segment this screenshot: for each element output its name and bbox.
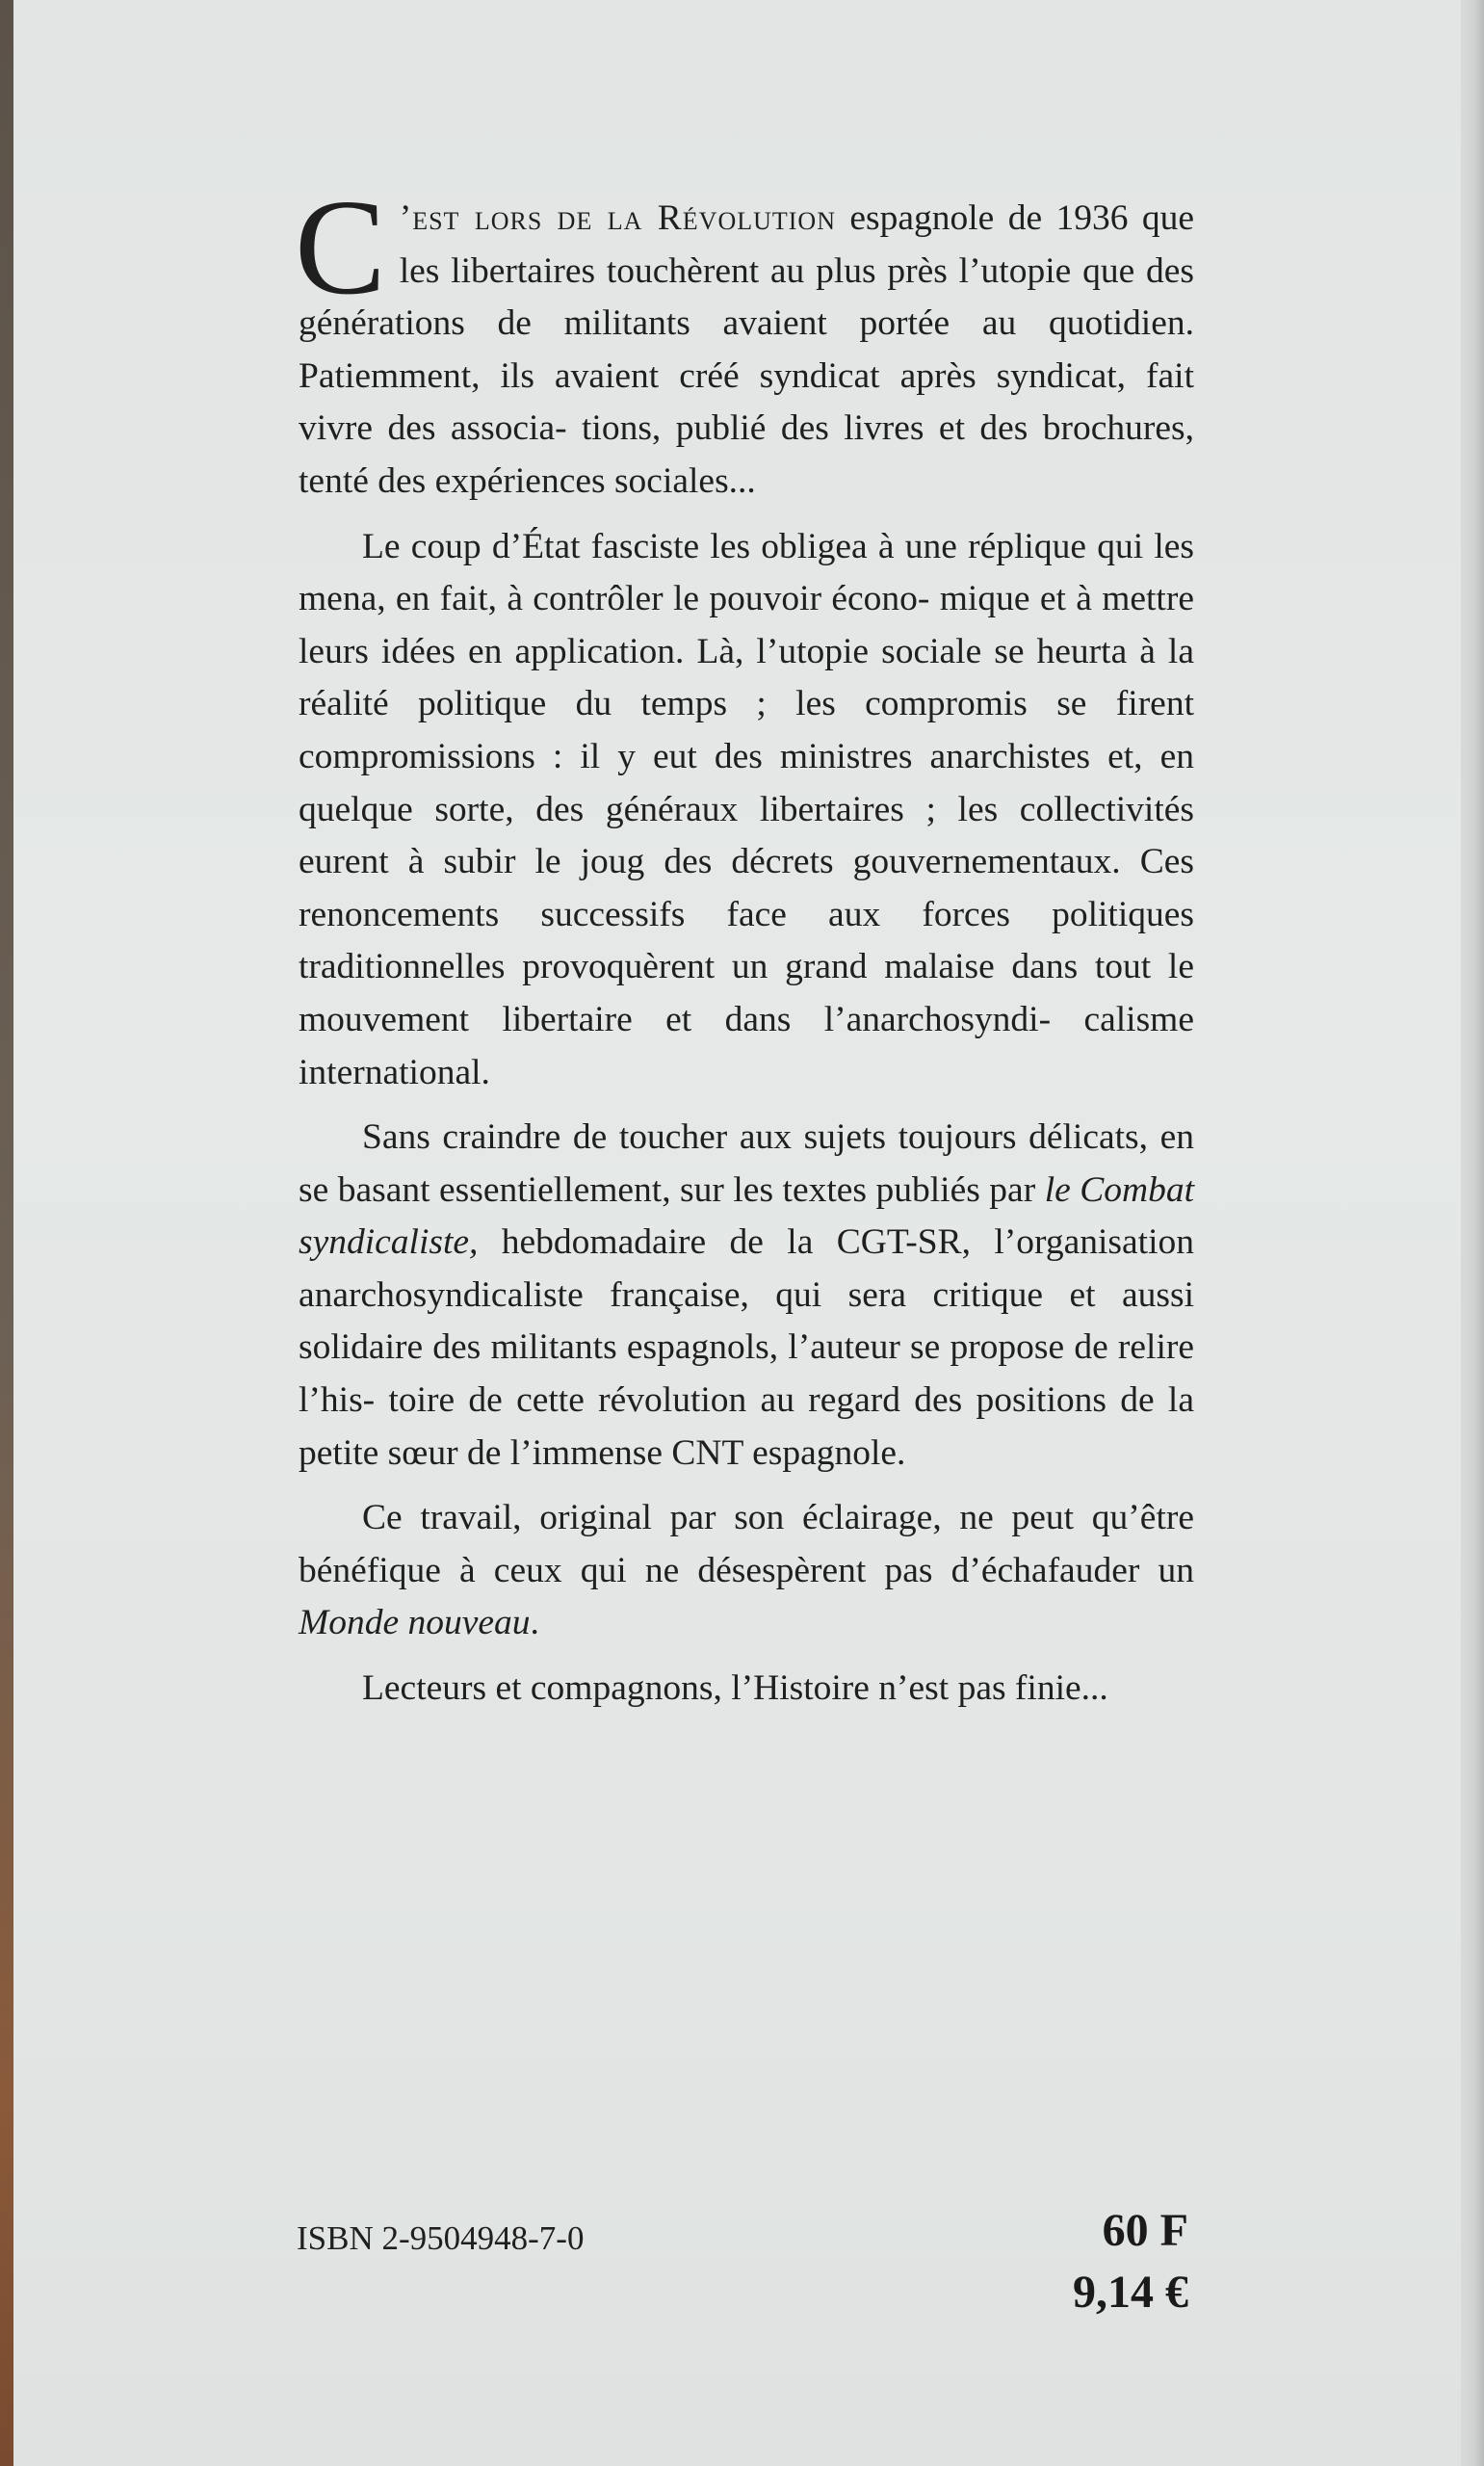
page-shadow-edge (0, 0, 13, 2466)
paragraph-4-text-a: Ce travail, original par son éclairage, ne peut qu’être bénéfique à ceux qui ne désespèrent pas d’échafauder un (299, 1498, 1194, 1590)
blurb-paragraph-1 (295, 171, 1195, 509)
paragraph-3-text-b: hebdomadaire de la CGT-SR, l’organisation anarchosyndicaliste française, qui sera critique et aussi solidaire des militants espagnols, l’auteur se propose de relire l’his- toire de cette révolution au regard des positions de la petite sœur de l’immense CNT espagnole. (299, 1222, 1194, 1473)
lead-in-small-caps: ’est lors de la R (399, 198, 683, 238)
paragraph-3-text-a: Sans craindre de toucher aux sujets toujours délicats, en se basant essentiellement, sur les textes publiés par (299, 1117, 1194, 1210)
book-title-reference: Monde nouveau (299, 1603, 531, 1643)
lead-in-small-caps-2: évolution (682, 198, 836, 238)
drop-cap: C (295, 171, 386, 323)
price-francs: 60 F (1102, 2205, 1188, 2256)
journal-title: le Combat syndicaliste, (299, 1169, 1195, 1263)
blurb-text (295, 171, 1195, 1728)
paragraph-4-text-b: . (530, 1603, 539, 1643)
isbn: ISBN 2-9504948-7-0 (297, 2219, 585, 2257)
cover-right-edge (1461, 0, 1484, 2466)
blurb-paragraph-4 (299, 1492, 1194, 1650)
paragraph-1-text: espagnole de 1936 que les libertaires touchèrent au plus près l’utopie que des générations de militants avaient portée au quotidien. Patiemment, ils avaient créé syndicat après syndicat, fait vivre des associa- tions, publié des livres et des brochures, tenté des expériences sociales... (299, 198, 1195, 501)
blurb-paragraph-3 (299, 1112, 1194, 1480)
price-euros: 9,14 € (1073, 2267, 1188, 2318)
blurb-paragraph-2: Le coup d’État fasciste les obligea à une réplique qui les mena, en fait, à contrôler le pouvoir écono- mique et à mettre leurs idées en application. Là, l’utopie sociale se heurta à la réalité politique du temps ; les compromis se firent compromissions : il y eut des ministres anarchistes et, en quelque sorte, des généraux libertaires ; les collectivités eurent à subir le joug des décrets gouvernementaux. Ces renoncements successifs face aux forces politiques traditionnelles provoquèrent un grand malaise dans tout le mouvement libertaire et dans l’anarchosyndi- calisme international. (299, 526, 1194, 1092)
blurb-paragraph-5: Lecteurs et compagnons, l’Histoire n’est pas finie... (362, 1668, 1108, 1709)
